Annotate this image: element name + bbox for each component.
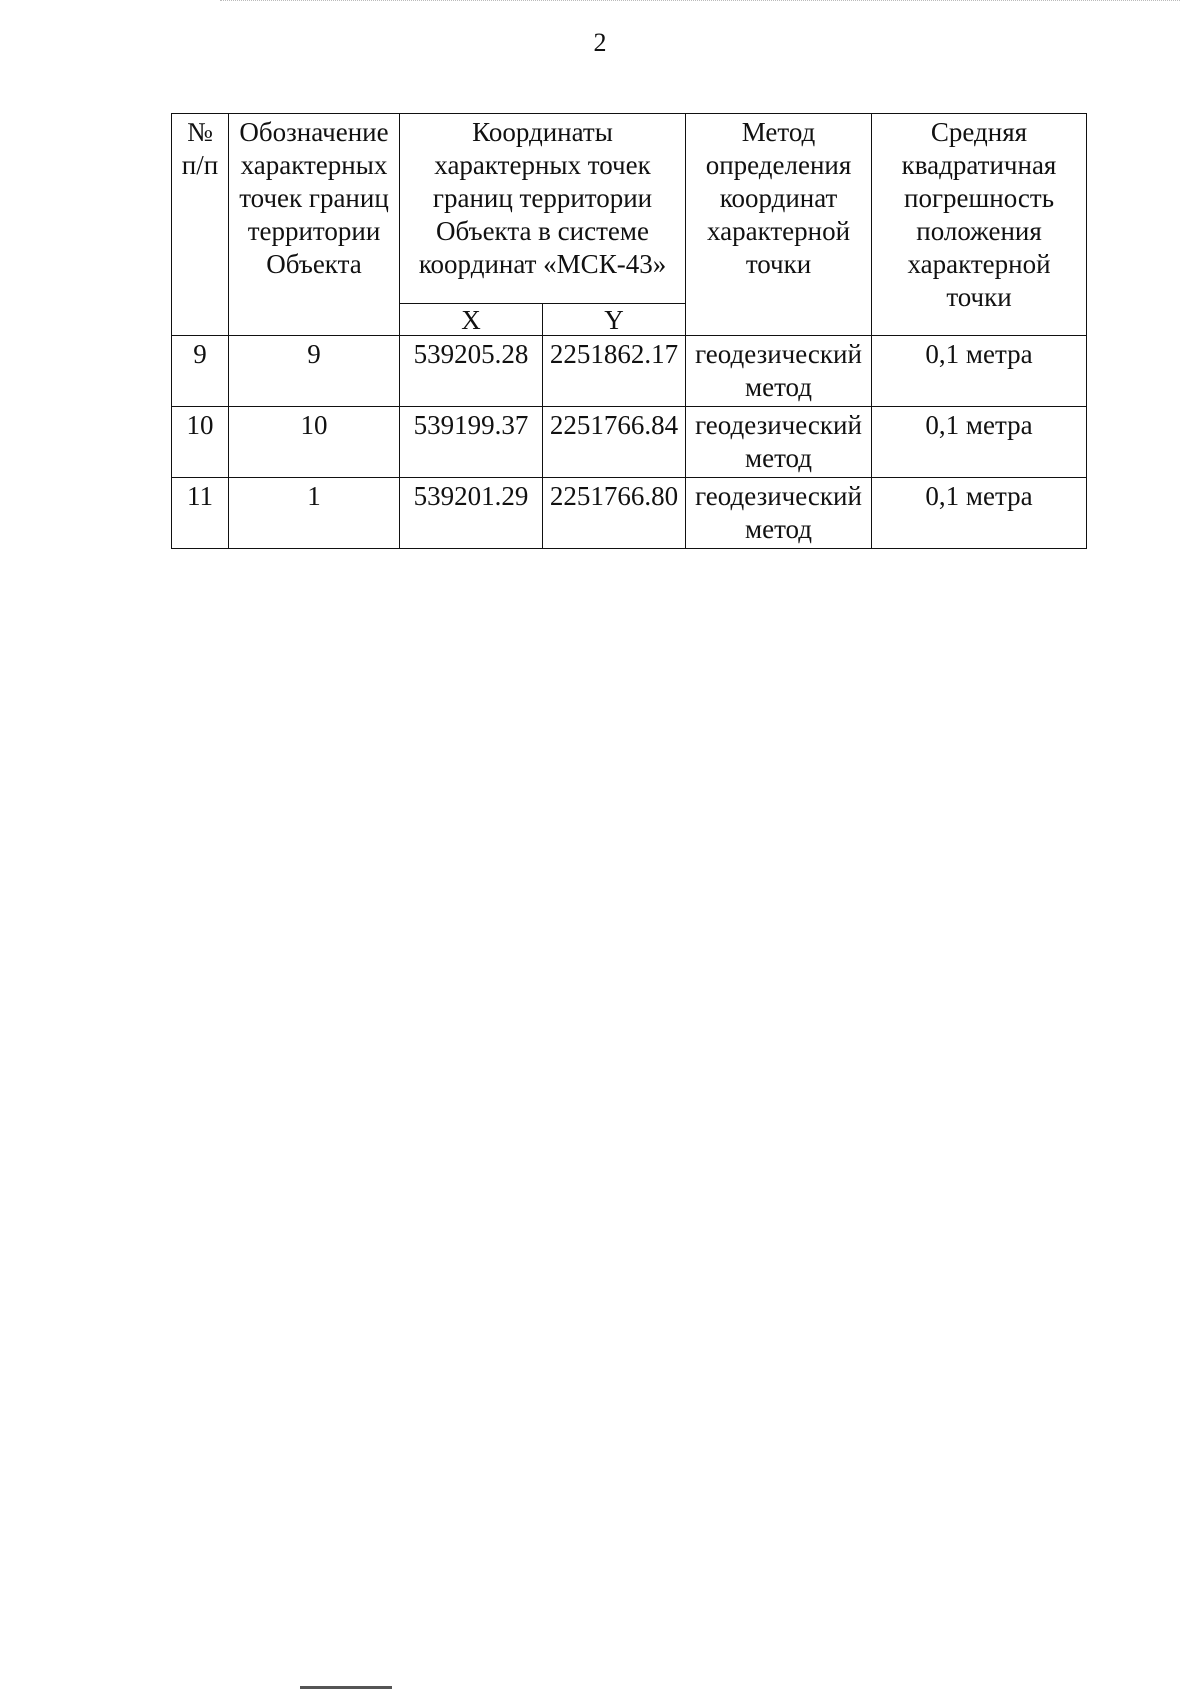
cell-number: 11 <box>172 478 229 549</box>
header-x: X <box>400 304 543 336</box>
cell-number: 9 <box>172 336 229 407</box>
table-body <box>172 336 1087 549</box>
header-point-designation: Обозначение характерных точек границ территории Объекта <box>229 114 400 336</box>
cell-y: 2251766.84 <box>543 407 686 478</box>
cell-method: геодезический метод <box>686 478 872 549</box>
cell-x: 539199.37 <box>400 407 543 478</box>
table-row <box>172 336 1087 407</box>
footer-scan-mark <box>300 1686 392 1689</box>
cell-point: 10 <box>229 407 400 478</box>
table-header <box>172 114 1087 336</box>
cell-method: геодезический метод <box>686 407 872 478</box>
cell-point: 9 <box>229 336 400 407</box>
cell-number: 10 <box>172 407 229 478</box>
cell-point: 1 <box>229 478 400 549</box>
table-row <box>172 407 1087 478</box>
header-number: № п/п <box>172 114 229 336</box>
cell-error: 0,1 метра <box>872 407 1087 478</box>
cell-y: 2251862.17 <box>543 336 686 407</box>
cell-x: 539201.29 <box>400 478 543 549</box>
table-row <box>172 478 1087 549</box>
header-method: Метод определения координат характерной точки <box>686 114 872 336</box>
scan-edge-artifact <box>220 0 1180 4</box>
page-number: 2 <box>593 28 607 57</box>
coordinates-table <box>171 113 1087 549</box>
cell-error: 0,1 метра <box>872 478 1087 549</box>
cell-error: 0,1 метра <box>872 336 1087 407</box>
cell-y: 2251766.80 <box>543 478 686 549</box>
header-coordinates: Координаты характерных точек границ территории Объекта в системе координат «МСК-43» <box>400 114 686 304</box>
header-mean-square-error: Средняя квадратичная погрешность положения характерной точки <box>872 114 1087 336</box>
cell-x: 539205.28 <box>400 336 543 407</box>
header-y: Y <box>543 304 686 336</box>
cell-method: геодезический метод <box>686 336 872 407</box>
